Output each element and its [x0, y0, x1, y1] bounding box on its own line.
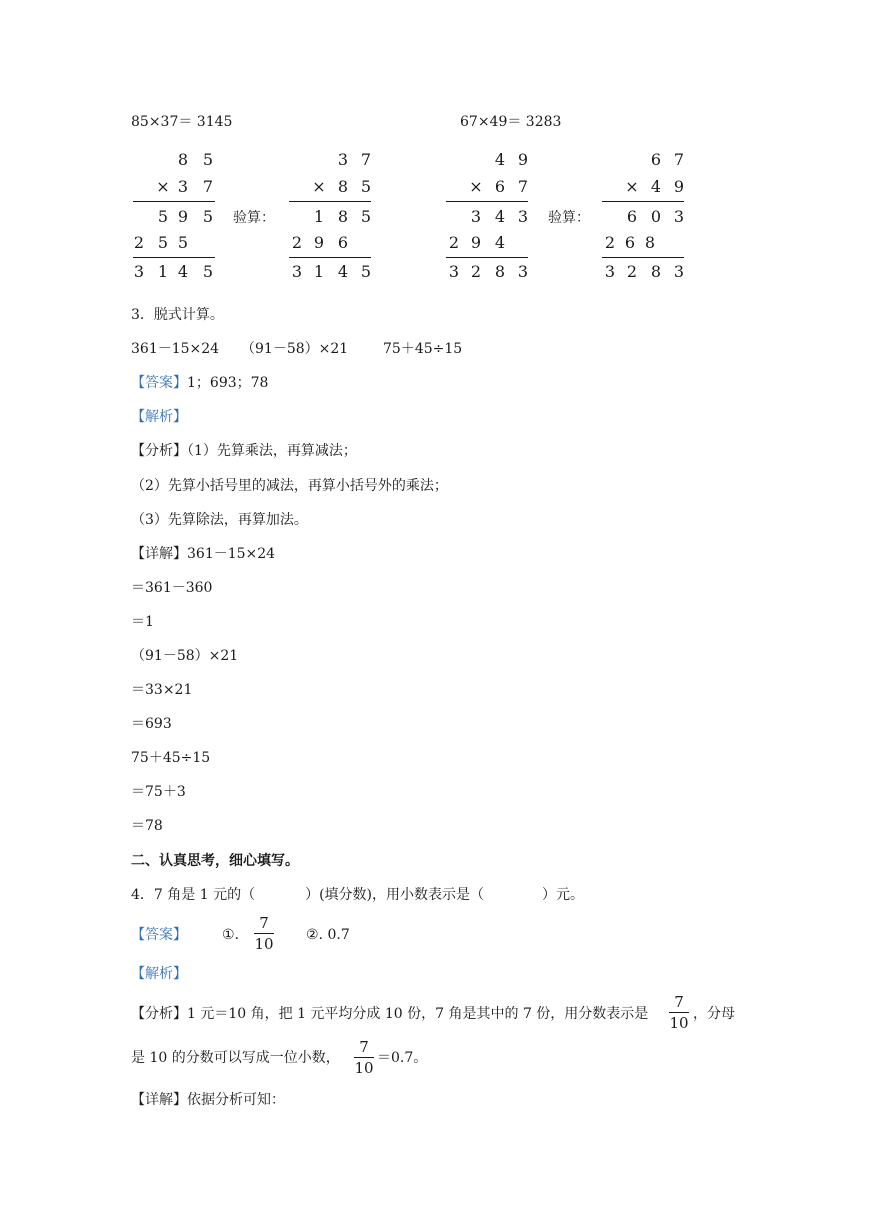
q4-fenxi-line-1-tail: ，分母	[693, 1006, 735, 1022]
digit: 6	[650, 150, 662, 169]
digit: 5	[360, 207, 372, 226]
q3-step: ＝78	[131, 818, 163, 834]
rule-line	[446, 257, 528, 258]
digit: 3	[448, 262, 460, 281]
digit: 3	[604, 262, 616, 281]
rule-line	[133, 201, 215, 202]
q3-expression-3: 75＋45÷15	[383, 341, 463, 357]
rule-line	[289, 257, 371, 258]
q4-fenxi-line-1	[131, 1005, 648, 1023]
equation-85x37: 85×37＝ 3145	[131, 114, 233, 130]
digit: 5	[360, 262, 372, 281]
digit: 2	[291, 233, 303, 252]
digit: 7	[202, 177, 214, 196]
fraction-numerator: 7	[674, 993, 684, 1011]
rule-line	[289, 201, 371, 202]
digit: 8	[494, 262, 506, 281]
times-sign: ×	[312, 177, 326, 196]
fenxi-text: 1 元＝10 角，把 1 元平均分成 10 份，7 角是其中的 7 份，用分数表示是	[187, 1006, 649, 1022]
digit: 4	[650, 177, 662, 196]
verify-label: 验算：	[548, 210, 590, 226]
times-sign: ×	[469, 177, 483, 196]
digit: 4	[337, 262, 349, 281]
digit: 2	[470, 262, 482, 281]
digit: 5	[360, 177, 372, 196]
q3-answer	[131, 374, 268, 392]
digit: 3	[517, 207, 529, 226]
q3-fenxi-line-3: （3）先算除法，再算加法。	[131, 512, 308, 528]
q3-step: ＝361－360	[131, 580, 213, 596]
detail-text: 依据分析可知：	[187, 1092, 285, 1108]
fraction-denominator: 10	[254, 935, 274, 953]
digit: 7	[517, 177, 529, 196]
detail-label: 【详解】	[131, 1092, 187, 1108]
section-2-title: 二、认真思考，细心填写。	[131, 853, 299, 869]
q4-question	[131, 886, 584, 904]
q4-fenxi-fraction-2	[352, 1038, 376, 1077]
fraction-denominator: 10	[354, 1059, 374, 1077]
q4-analysis-label: 【解析】	[131, 966, 187, 982]
q4-text-1: 4．7 角是 1 元的（	[131, 887, 256, 903]
digit: 8	[337, 207, 349, 226]
digit: 6	[626, 207, 638, 226]
digit: 4	[494, 150, 506, 169]
digit: 6	[337, 233, 349, 252]
equation-67x49: 67×49＝ 3283	[460, 114, 562, 130]
q3-analysis-label: 【解析】	[131, 409, 187, 425]
fraction-bar	[669, 1012, 689, 1013]
detail-label: 【详解】	[131, 546, 187, 562]
digit: 9	[313, 233, 325, 252]
answer-text: 1；693；78	[187, 375, 269, 391]
digit: 9	[177, 207, 189, 226]
q3-step: ＝1	[131, 614, 154, 630]
digit: 5	[202, 150, 214, 169]
q4-answer-marker-2	[306, 926, 350, 944]
q4-answer-fraction	[252, 914, 276, 953]
digit: 2	[604, 233, 616, 252]
digit: 8	[177, 150, 189, 169]
fenxi-label: 【分析】	[131, 443, 187, 459]
digit: 5	[157, 207, 169, 226]
q4-detail-line	[131, 1091, 285, 1109]
digit: 2	[626, 262, 638, 281]
digit: 2	[133, 233, 145, 252]
digit: 6	[624, 233, 636, 252]
digit: 5	[202, 207, 214, 226]
digit: 7	[673, 150, 685, 169]
fraction-numerator: 7	[359, 1038, 369, 1056]
digit: 1	[313, 262, 325, 281]
digit: 5	[177, 233, 189, 252]
digit: 4	[494, 233, 506, 252]
q3-expression-1: 361－15×24	[131, 341, 220, 357]
digit: 8	[650, 262, 662, 281]
fraction-numerator: 7	[259, 914, 269, 932]
q3-step: ＝693	[131, 716, 172, 732]
digit: 9	[673, 177, 685, 196]
digit: 1	[157, 262, 169, 281]
q4-answer-label: 【答案】	[131, 927, 187, 943]
digit: 2	[448, 233, 460, 252]
fenxi-label: 【分析】	[131, 1006, 187, 1022]
digit: 5	[157, 233, 169, 252]
q4-fenxi-line-2-tail: ＝0.7。	[377, 1050, 428, 1066]
q3-step: 75＋45÷15	[131, 750, 211, 766]
digit: 0	[650, 207, 662, 226]
q3-step: ＝33×21	[131, 682, 193, 698]
q3-expression-2: （91－58）×21	[241, 341, 349, 357]
digit: 4	[494, 207, 506, 226]
digit: 8	[644, 233, 656, 252]
digit: 3	[470, 207, 482, 226]
digit: 3	[673, 262, 685, 281]
digit: 3	[133, 262, 145, 281]
q4-fenxi-line-2: 是 10 的分数可以写成一位小数，	[131, 1050, 340, 1066]
q3-title: 3．脱式计算。	[131, 307, 224, 323]
digit: 3	[337, 150, 349, 169]
digit: 3	[177, 177, 189, 196]
digit: 9	[470, 233, 482, 252]
digit: 3	[673, 207, 685, 226]
fraction-bar	[354, 1057, 374, 1058]
times-sign: ×	[156, 177, 170, 196]
marker-2: ②.	[306, 927, 324, 943]
verify-label: 验算：	[233, 210, 275, 226]
fraction-bar	[254, 933, 274, 934]
digit: 8	[337, 177, 349, 196]
times-sign: ×	[625, 177, 639, 196]
detail-text: 361－15×24	[187, 546, 276, 562]
q3-fenxi-line-1	[131, 442, 357, 460]
fenxi-text: （1）先算乘法，再算减法；	[187, 443, 357, 459]
q3-detail-line	[131, 545, 275, 563]
digit: 9	[517, 150, 529, 169]
digit: 5	[202, 262, 214, 281]
q4-text-3: ）元。	[542, 887, 585, 903]
q4-answer-marker-1: ①.	[222, 927, 240, 943]
q3-fenxi-line-2: （2）先算小括号里的减法，再算小括号外的乘法；	[131, 478, 448, 494]
q4-fenxi-fraction-1	[667, 993, 691, 1032]
answer-label: 【答案】	[131, 375, 187, 391]
digit: 6	[494, 177, 506, 196]
q3-step: ＝75＋3	[131, 784, 186, 800]
answer-value-2: 0.7	[327, 927, 350, 943]
digit: 3	[517, 262, 529, 281]
rule-line	[602, 257, 684, 258]
digit: 7	[360, 150, 372, 169]
digit: 3	[291, 262, 303, 281]
rule-line	[446, 201, 528, 202]
digit: 1	[313, 207, 325, 226]
q4-text-2: ）(填分数)，用小数表示是（	[305, 887, 485, 903]
digit: 4	[177, 262, 189, 281]
rule-line	[133, 257, 215, 258]
q3-step: （91－58）×21	[131, 648, 239, 664]
rule-line	[602, 201, 684, 202]
fraction-denominator: 10	[669, 1014, 689, 1032]
